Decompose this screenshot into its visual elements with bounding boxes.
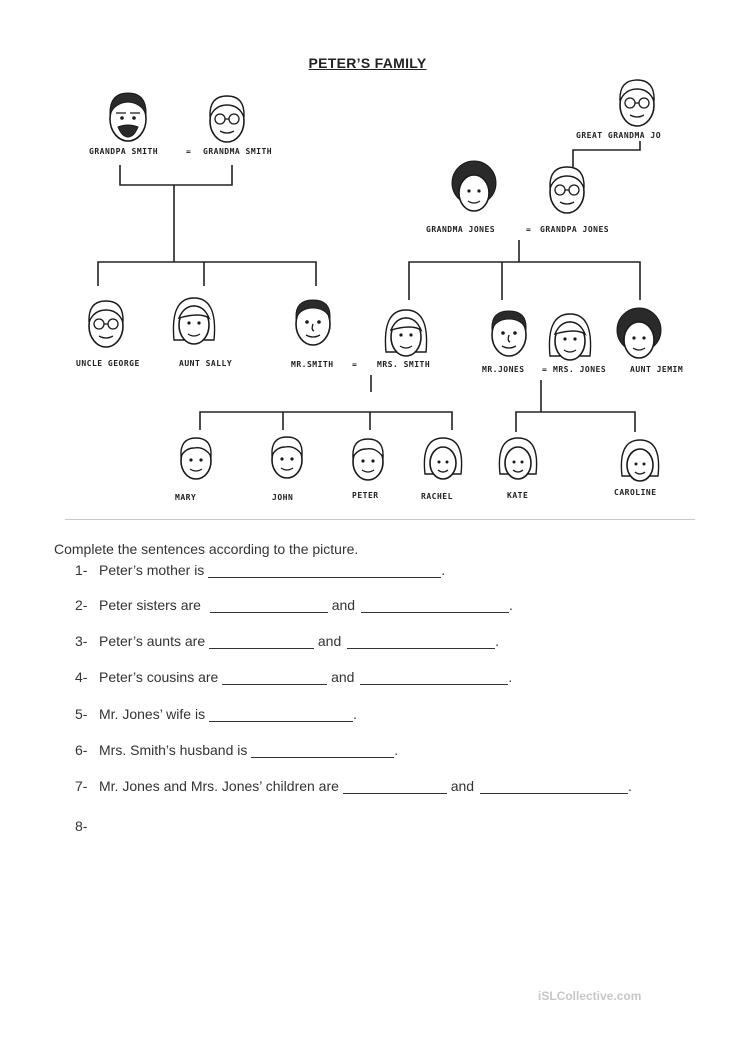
exercise-item-8 xyxy=(75,818,99,834)
grandma-smith-portrait xyxy=(210,96,244,142)
mrs-smith-portrait xyxy=(385,310,426,356)
site-watermark: iSLCollective.com xyxy=(538,989,642,1003)
item-text: Mr. Jones’ wife is xyxy=(99,706,209,722)
grandpa-jones-portrait xyxy=(550,167,584,213)
item-between: and xyxy=(314,633,346,649)
label-aunt-jemim: AUNT JEMIM xyxy=(630,365,684,374)
label-grandpa-smith: GRANDPA SMITH xyxy=(89,147,159,156)
section-divider xyxy=(65,519,695,520)
uncle-george-portrait xyxy=(89,301,123,347)
item-number: 4- xyxy=(75,669,88,685)
item-number: 2- xyxy=(75,597,88,613)
label-grandma-jones: GRANDMA JONES xyxy=(426,225,496,234)
item-number: 6- xyxy=(75,742,88,758)
item-between: and xyxy=(327,597,359,613)
label-john: JOHN xyxy=(272,493,294,502)
answer-blank[interactable] xyxy=(347,634,495,649)
label-caroline: CAROLINE xyxy=(614,488,657,497)
grandma-jones-portrait xyxy=(452,161,496,211)
exercise-item-6 xyxy=(75,742,398,758)
item-between: and xyxy=(446,778,478,794)
item-text: Mr. Jones and Mrs. Jones’ children are xyxy=(99,778,343,794)
aunt-sally-portrait xyxy=(173,298,214,344)
label-equals: = xyxy=(186,147,192,156)
item-end: . xyxy=(495,633,500,649)
peter-portrait xyxy=(353,439,383,480)
answer-blank[interactable] xyxy=(222,670,327,685)
item-between: and xyxy=(327,669,359,685)
exercise-item-5 xyxy=(75,706,357,722)
item-number: 7- xyxy=(75,778,88,794)
exercise-instructions: Complete the sentences according to the picture. xyxy=(54,541,359,557)
item-text: Mrs. Smith’s husband is xyxy=(99,742,252,758)
exercise-item-1 xyxy=(75,562,445,578)
label-mr-jones: MR.JONES xyxy=(482,365,525,374)
john-portrait xyxy=(272,437,302,478)
label-grandpa-jones: GRANDPA JONES xyxy=(540,225,610,234)
label-grandma-smith: GRANDMA SMITH xyxy=(203,147,273,156)
label-mary: MARY xyxy=(175,493,197,502)
item-end: . xyxy=(508,669,513,685)
item-end: . xyxy=(508,597,513,613)
item-end: . xyxy=(627,778,632,794)
item-number: 1- xyxy=(75,562,88,578)
mr-smith-portrait xyxy=(296,300,330,345)
exercise-item-2 xyxy=(75,597,513,613)
answer-blank[interactable] xyxy=(209,634,314,649)
page-title: PETER’S FAMILY xyxy=(308,55,427,71)
answer-blank[interactable] xyxy=(480,779,628,794)
mary-portrait xyxy=(181,438,211,479)
answer-blank[interactable] xyxy=(208,563,441,578)
grandpa-smith-portrait xyxy=(110,93,146,141)
rachel-portrait xyxy=(424,438,461,479)
item-number: 5- xyxy=(75,706,88,722)
item-end: . xyxy=(394,742,399,758)
item-number: 3- xyxy=(75,633,88,649)
label-aunt-sally: AUNT SALLY xyxy=(179,359,233,368)
label-uncle-george: UNCLE GEORGE xyxy=(76,359,140,368)
answer-blank[interactable] xyxy=(210,598,328,613)
answer-blank[interactable] xyxy=(343,779,447,794)
exercise-item-3 xyxy=(75,633,499,649)
item-text: Peter’s mother is xyxy=(99,562,209,578)
answer-blank[interactable] xyxy=(209,707,353,722)
mr-jones-portrait xyxy=(492,311,526,356)
label-equals: = xyxy=(542,365,548,374)
mrs-jones-portrait xyxy=(549,314,590,360)
label-great-grandma-jo: GREAT GRANDMA JO xyxy=(576,131,662,140)
label-peter: PETER xyxy=(352,491,379,500)
label-mr-smith: MR.SMITH xyxy=(291,360,334,369)
label-equals: = xyxy=(526,225,532,234)
item-end: . xyxy=(441,562,446,578)
label-rachel: RACHEL xyxy=(421,492,453,501)
great-grandma-jo-portrait xyxy=(620,80,654,126)
item-end: . xyxy=(352,706,357,722)
label-mrs-jones: MRS. JONES xyxy=(553,365,607,374)
label-mrs-smith: MRS. SMITH xyxy=(377,360,431,369)
exercise-item-7 xyxy=(75,778,632,794)
label-kate: KATE xyxy=(507,491,529,500)
kate-portrait xyxy=(499,438,536,479)
exercise-item-4 xyxy=(75,669,512,685)
answer-blank[interactable] xyxy=(251,743,394,758)
label-equals: = xyxy=(352,360,358,369)
item-text: Peter’s aunts are xyxy=(99,633,209,649)
caroline-portrait xyxy=(621,440,658,481)
item-text: Peter sisters are xyxy=(99,597,205,613)
aunt-jemim-portrait xyxy=(617,308,661,358)
answer-blank[interactable] xyxy=(360,670,508,685)
item-number: 8- xyxy=(75,818,88,834)
item-text: Peter’s cousins are xyxy=(99,669,223,685)
answer-blank[interactable] xyxy=(361,598,509,613)
